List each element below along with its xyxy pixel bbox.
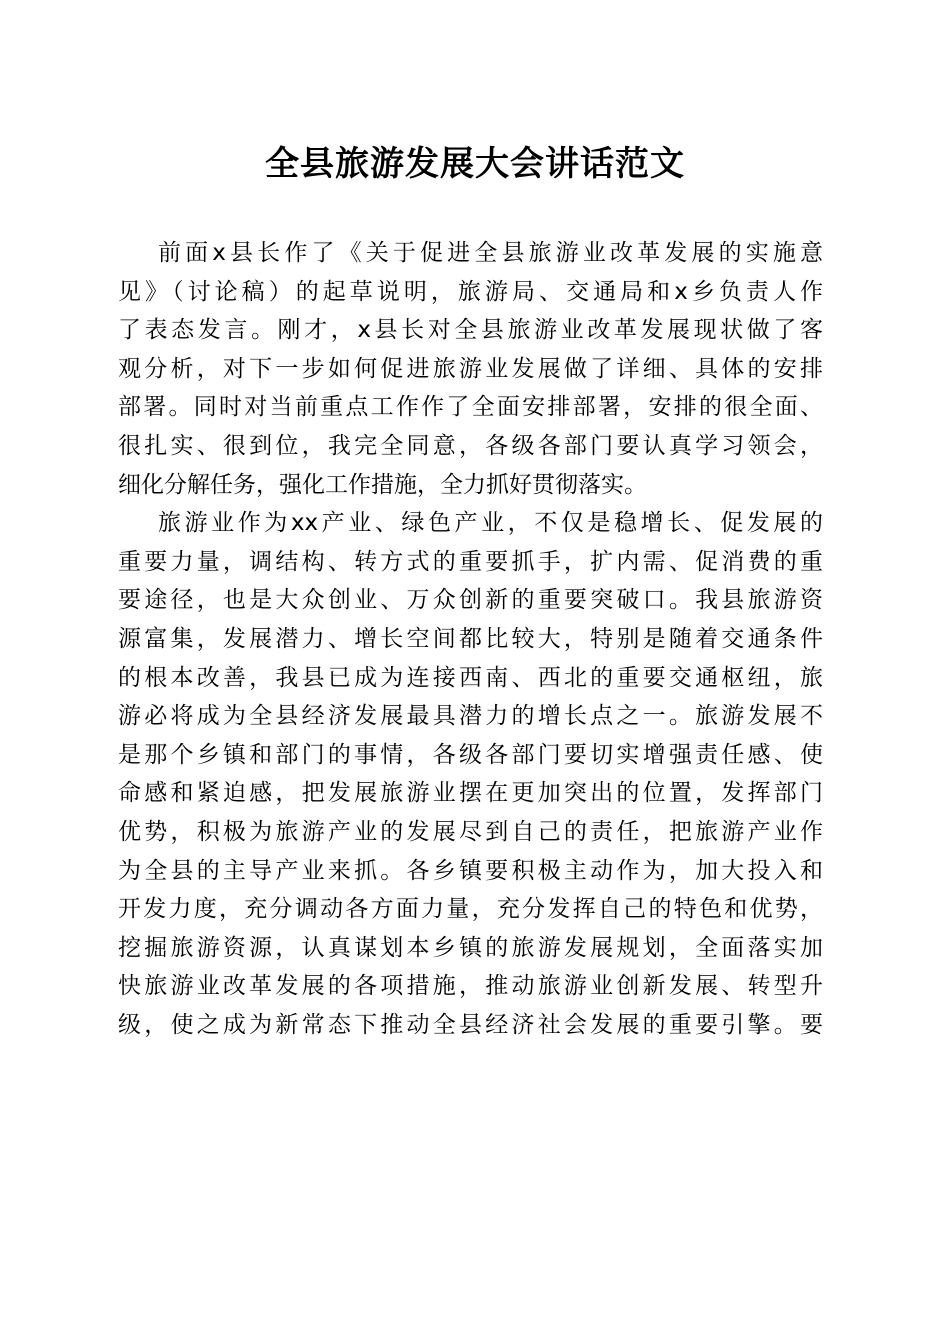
paragraph-line: 级，使之成为新常态下推动全县经济社会发展的重要引擎。要 [118,1011,823,1038]
paragraph-line: 细化分解任务，强化工作措施，全力抓好贯彻落实。 [118,471,647,498]
document-body [118,234,823,1044]
paragraph-line: 旅游业作为xx产业、绿色产业，不仅是稳增长、促发展的 [158,510,823,537]
document-title: 全县旅游发展大会讲话范文 [265,144,685,184]
paragraph-line: 优势，积极为旅游产业的发展尽到自己的责任，把旅游产业作 [118,818,823,845]
paragraph-line: 游必将成为全县经济发展最具潜力的增长点之一。旅游发展不 [118,703,823,730]
paragraph-line: 挖掘旅游资源，认真谋划本乡镇的旅游发展规划，全面落实加 [118,934,823,961]
paragraph-line: 源富集，发展潜力、增长空间都比较大，特别是随着交通条件 [118,625,823,652]
paragraph-line: 开发力度，充分调动各方面力量，充分发挥自己的特色和优势， [118,896,823,923]
paragraph-line: 是那个乡镇和部门的事情，各级各部门要切实增强责任感、使 [118,741,823,768]
paragraph-line: 见》（讨论稿）的起草说明，旅游局、交通局和x乡负责人作 [118,278,823,305]
paragraph-line: 很扎实、很到位，我完全同意，各级各部门要认真学习领会， [118,432,823,459]
paragraph-line: 要途径，也是大众创业、万众创新的重要突破口。我县旅游资 [118,587,823,614]
paragraph-line: 快旅游业改革发展的各项措施，推动旅游业创新发展、转型升 [118,973,823,1000]
paragraph-line: 部署。同时对当前重点工作作了全面安排部署，安排的很全面、 [118,394,823,421]
paragraph-line: 命感和紧迫感，把发展旅游业摆在更加突出的位置，发挥部门 [118,780,823,807]
paragraph-line: 前面x县长作了《关于促进全县旅游业改革发展的实施意 [158,240,823,266]
paragraph-line: 重要力量，调结构、转方式的重要抓手，扩内需、促消费的重 [118,548,823,575]
paragraph-line: 为全县的主导产业来抓。各乡镇要积极主动作为，加大投入和 [118,857,823,884]
paragraph-line: 观分析，对下一步如何促进旅游业发展做了详细、具体的安排 [118,355,823,382]
paragraph-line: 了表态发言。刚才，x县长对全县旅游业改革发展现状做了客 [118,317,823,344]
paragraph-line: 的根本改善，我县已成为连接西南、西北的重要交通枢纽，旅 [118,664,823,691]
